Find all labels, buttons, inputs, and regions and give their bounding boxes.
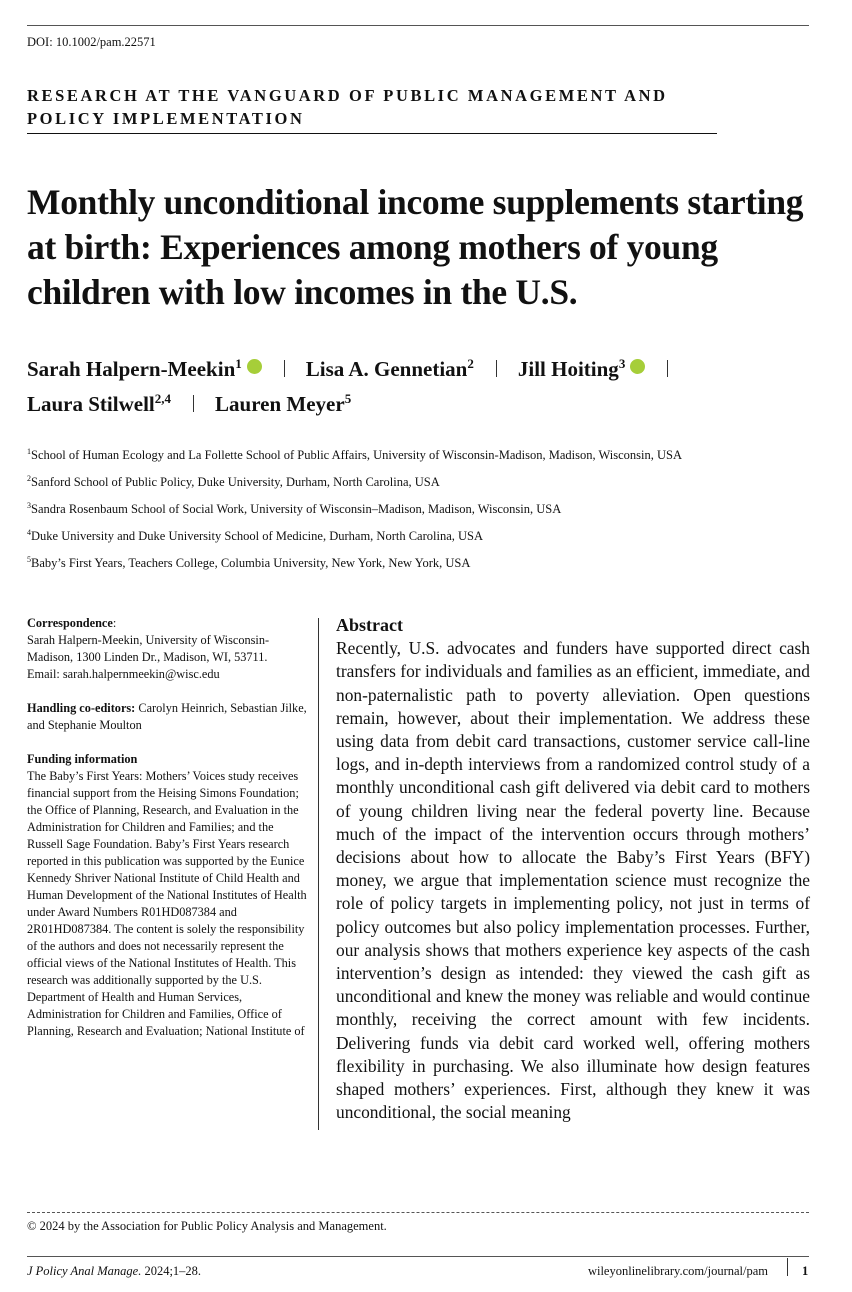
page-number: 1 [802, 1264, 809, 1278]
editors-block [27, 700, 309, 734]
footnote-rule [27, 1212, 809, 1213]
affiliation [27, 555, 827, 582]
correspondence-text: Sarah Halpern-Meekin, University of Wisconsin-Madison, 1300 Linden Dr., Madison, WI, 53711. [27, 633, 270, 664]
journal-year-pages: 2024;1–28. [144, 1264, 202, 1278]
orcid-icon[interactable] [247, 359, 262, 374]
author[interactable] [27, 352, 262, 387]
author-affil: 2,4 [154, 391, 172, 406]
journal-url[interactable]: wileyonlinelibrary.com/journal/pam [587, 1264, 768, 1278]
section-heading-rule [27, 133, 717, 134]
column-divider [318, 618, 319, 1130]
affiliation-text: Baby’s First Years, Teachers College, Columbia University, New York, New York, USA [31, 556, 471, 570]
orcid-icon[interactable] [630, 359, 645, 374]
author-name: Laura Stilwell [27, 392, 155, 416]
affiliation-number: 2 [27, 474, 31, 483]
author[interactable] [27, 387, 171, 422]
abstract-text: Recently, U.S. advocates and funders have supported direct cash transfers for individuals and families as an efficient, immediate, and non-paternalistic path to poverty alleviation. Open questions remain, however, about their implementation. We address these using data from debit card transactions, customer service call-line logs, and in-depth interviews from a randomized control study of a monthly unconditional cash gift delivered via debit card to mothers of young children living near the federal poverty line. Because much of the impact of the intervention occurs through mothers’ decisions about how to allocate the Baby’s First Years (BFY) money, we argue that implementation science must recognize the role of policy targets in implementing policy, not just in terms of policy outcomes but also policy implementation processes. Further, our analysis shows that mothers experience key aspects of the cash intervention’s design as intended: they viewed the cash gift as unconditional and knew the money was reliable and would continue monthly, receiving the correct amount with few incidents. Delivering funds via debit card worked well, offering mothers flexibility in purchasing. We also illuminate how design features shaped mothers’ experiences. First, although they knew it was unconditional, the social meaning [336, 638, 810, 1123]
author[interactable] [215, 387, 351, 422]
affiliation [27, 501, 827, 528]
footer-rule [27, 1256, 809, 1257]
article-sidebar [27, 615, 309, 1057]
affiliation-number: 5 [27, 555, 31, 564]
doi[interactable]: DOI: 10.1002/pam.22571 [27, 35, 156, 49]
editors-text: Carolyn Heinrich, Sebastian Jilke, and Stephanie Moulton [27, 701, 307, 732]
affiliation-text: Sandra Rosenbaum School of Social Work, University of Wisconsin–Madison, Madison, Wisconsin, USA [31, 502, 562, 516]
affiliation [27, 474, 827, 501]
author-affil: 5 [344, 391, 352, 406]
author-separator [496, 360, 497, 377]
affiliations [27, 447, 827, 582]
editors-label: Handling co-editors: [27, 701, 136, 715]
email-link[interactable]: sarah.halpernmeekin@wisc.edu [62, 667, 220, 681]
author-separator [667, 360, 668, 377]
author-name: Lauren Meyer [215, 392, 345, 416]
author-name: Jill Hoiting [517, 357, 619, 381]
copyright: © 2024 by the Association for Public Policy Analysis and Management. [27, 1219, 387, 1233]
abstract [336, 614, 810, 1124]
abstract-heading: Abstract [336, 615, 403, 635]
affiliation [27, 528, 827, 555]
author-name: Sarah Halpern-Meekin [27, 357, 236, 381]
author-separator [193, 395, 194, 412]
affiliation-text: Sanford School of Public Policy, Duke University, Durham, North Carolina, USA [31, 475, 440, 489]
author-separator [284, 360, 285, 377]
author-affil: 3 [618, 356, 626, 371]
affiliation-text: Duke University and Duke University School of Medicine, Durham, North Carolina, USA [31, 529, 484, 543]
affiliation-number: 1 [27, 447, 31, 456]
correspondence-label: Correspondence [27, 616, 113, 630]
author-name: Lisa A. Gennetian [305, 357, 468, 381]
funding-block [27, 751, 309, 1040]
author[interactable] [306, 352, 474, 387]
author-list [27, 352, 817, 422]
header-rule [27, 25, 809, 26]
email-label: Email: [27, 667, 60, 681]
author-affil: 2 [467, 356, 474, 371]
section-heading: RESEARCH AT THE VANGUARD OF PUBLIC MANAGEMENT AND POLICY IMPLEMENTATION [27, 86, 668, 128]
page-number-divider [787, 1258, 788, 1276]
article-title: Monthly unconditional income supplements starting at birth: Experiences among mothers of young children with low incomes in the U.S. [27, 182, 804, 312]
author[interactable] [518, 352, 645, 387]
correspondence-block: Correspondence: Sarah Halpern-Meekin, University of Wisconsin-Madison, 1300 Linden Dr., Madison, WI, 53711. Email: sarah.halpernmeekin@wisc.edu [27, 616, 270, 681]
funding-text: The Baby’s First Years: Mothers’ Voices study receives financial support from the Heising Simons Foundation; the Office of Planning, Research, and Evaluation in the Administration for Children and Families; and the Russell Sage Foundation. Baby’s First Years research reported in this publication was supported by the Eunice Kennedy Shriver National Institute of Child Health and Human Development of the National Institutes of Health under Award Numbers R01HD087384 and 2R01HD087384. The content is solely the responsibility of the authors and does not necessarily represent the official views of the National Institutes of Health. This research was additionally supported by the U.S. Department of Health and Human Services, Administration for Children and Families, Office of Planning, Research and Evaluation; National Institute of [27, 769, 307, 1038]
affiliation-number: 4 [27, 528, 31, 537]
affiliation-number: 3 [27, 501, 31, 510]
affiliation-text: School of Human Ecology and La Follette School of Public Affairs, University of Wisconsin-Madison, Madison, Wisconsin, USA [31, 448, 683, 462]
journal-abbrev: J Policy Anal Manage. [27, 1264, 142, 1278]
funding-label: Funding information [27, 752, 138, 766]
affiliation [27, 447, 827, 474]
author-affil: 1 [235, 356, 242, 371]
journal-citation [27, 1264, 201, 1279]
